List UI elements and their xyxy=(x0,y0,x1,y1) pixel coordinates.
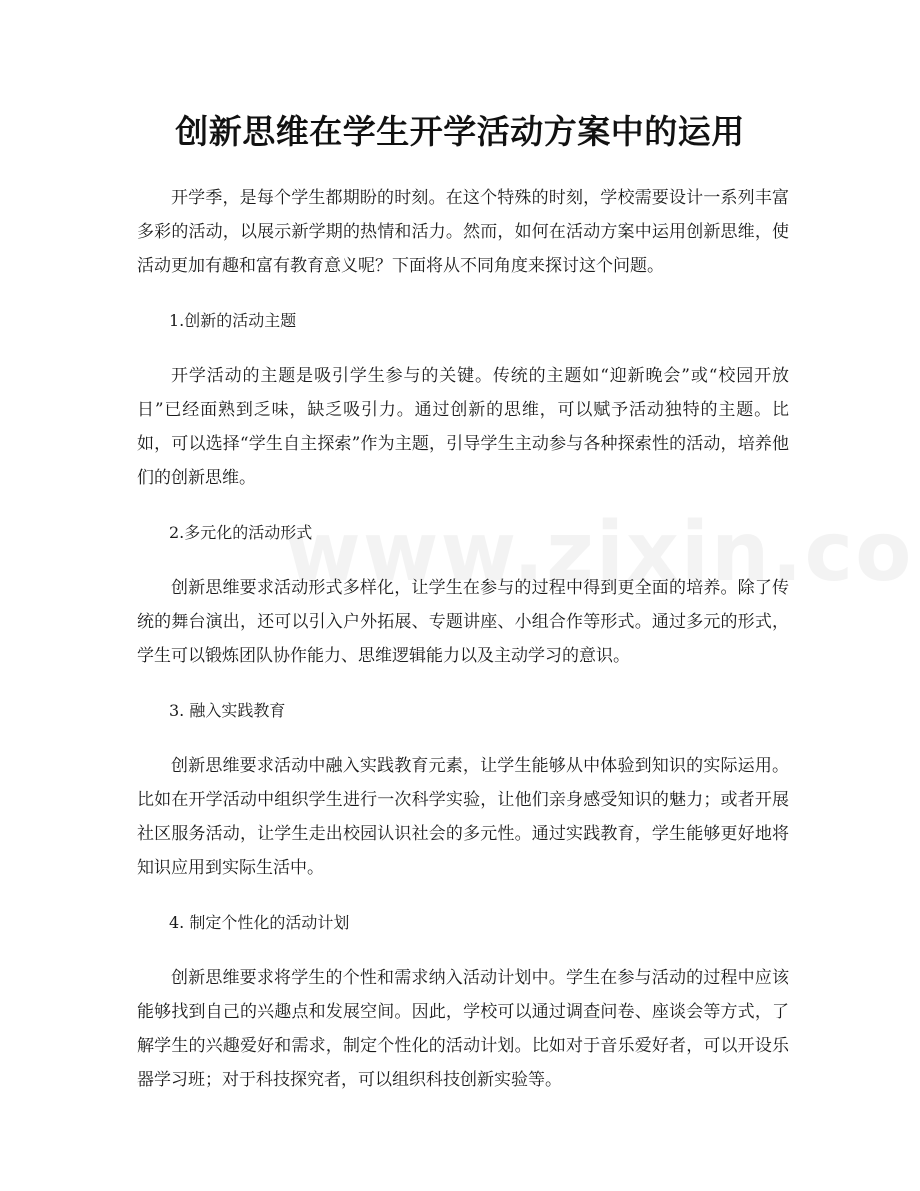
section-heading: 1.创新的活动主题 xyxy=(169,311,297,330)
section-2 xyxy=(137,516,789,673)
section-paragraph: 创新思维要求将学生的个性和需求纳入活动计划中。学生在参与活动的过程中应该能够找到自己的兴趣点和发展空间。因此，学校可以通过调查问卷、座谈会等方式，了解学生的兴趣爱好和需求，制定个性化的活动计划。比如对于音乐爱好者，可以开设乐器学习班；对于科技探究者，可以组织科技创新实验等。 xyxy=(137,968,789,1090)
section-4 xyxy=(137,906,789,1097)
document-title: 创新思维在学生开学活动方案中的运用 xyxy=(175,112,745,151)
section-paragraph: 创新思维要求活动形式多样化，让学生在参与的过程中得到更全面的培养。除了传统的舞台演出，还可以引入户外拓展、专题讲座、小组合作等形式。通过多元的形式，学生可以锻炼团队协作能力、思维逻辑能力以及主动学习的意识。 xyxy=(137,578,789,666)
section-heading: 4. 制定个性化的活动计划 xyxy=(169,913,350,932)
section-3 xyxy=(137,694,789,885)
section-heading: 2.多元化的活动形式 xyxy=(169,523,313,542)
section-paragraph: 创新思维要求活动中融入实践教育元素，让学生能够从中体验到知识的实际运用。比如在开学活动中组织学生进行一次科学实验，让他们亲身感受知识的魅力；或者开展社区服务活动，让学生走出校园认识社会的多元性。通过实践教育，学生能够更好地将知识应用到实际生活中。 xyxy=(137,756,789,878)
intro-paragraph: 开学季，是每个学生都期盼的时刻。在这个特殊的时刻，学校需要设计一系列丰富多彩的活动，以展示新学期的热情和活力。然而，如何在活动方案中运用创新思维，使活动更加有趣和富有教育意义呢？下面将从不同角度来探讨这个问题。 xyxy=(137,188,789,276)
document-body xyxy=(137,181,789,1118)
section-paragraph: 开学活动的主题是吸引学生参与的关键。传统的主题如“迎新晚会”或“校园开放日”已经面熟到乏味，缺乏吸引力。通过创新的思维，可以赋予活动独特的主题。比如，可以选择“学生自主探索”作为主题，引导学生主动参与各种探索性的活动，培养他们的创新思维。 xyxy=(137,366,789,488)
section-heading: 3. 融入实践教育 xyxy=(169,701,286,720)
section-1 xyxy=(137,304,789,495)
